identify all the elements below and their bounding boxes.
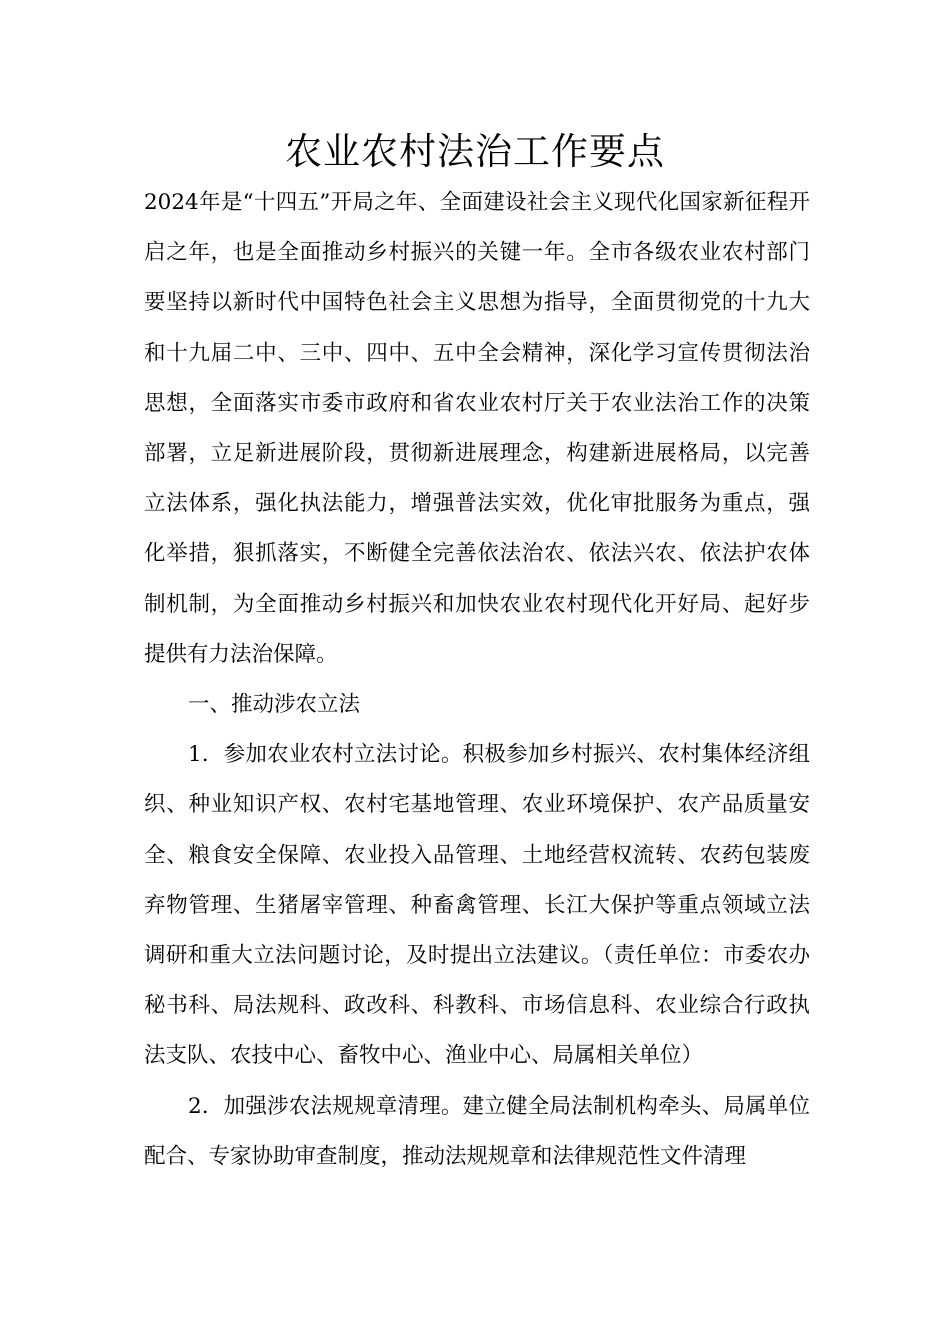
item-paragraph-1: 1．参加农业农村立法讨论。积极参加乡村振兴、农村集体经济组织、种业知识产权、农村宅基地管理、农业环境保护、农产品质量安全、粮食安全保障、农业投入品管理、土地经营权流转、农药包装废弃物管理、生猪屠宰管理、种畜禽管理、长江大保护等重点领域立法调研和重大立法问题讨论，及时提出立法建议。（责任单位：市委农办秘书科、局法规科、政改科、科教科、市场信息科、农业综合行政执法支队、农技中心、畜牧中心、渔业中心、局属相关单位） xyxy=(144,742,810,1069)
intro-paragraph: 2024年是“十四五”开局之年、全面建设社会主义现代化国家新征程开启之年，也是全面推动乡村振兴的关键一年。全市各级农业农村部门要坚持以新时代中国特色社会主义思想为指导，全面贯彻党的十九大和十九届二中、三中、四中、五中全会精神，深化学习宣传贯彻法治思想，全面落实市委市政府和省农业农村厅关于农业法治工作的决策部署，立足新进展阶段，贯彻新进展理念，构建新进展格局，以完善立法体系，强化执法能力，增强普法实效，优化审批服务为重点，强化举措，狠抓落实，不断健全完善依法治农、依法兴农、依法护农体制机制，为全面推动乡村振兴和加快农业农村现代化开好局、起好步提供有力法治保障。 xyxy=(144,190,810,667)
document-body xyxy=(144,178,810,1182)
section-heading: 一、推动涉农立法 xyxy=(188,692,361,718)
item-paragraph-2: 2．加强涉农法规规章清理。建立健全局法制机构牵头、局属单位配合、专家协助审查制度，推动法规规章和法律规范性文件清理 xyxy=(144,1093,810,1169)
document-title: 农业农村法治工作要点 xyxy=(285,130,665,173)
